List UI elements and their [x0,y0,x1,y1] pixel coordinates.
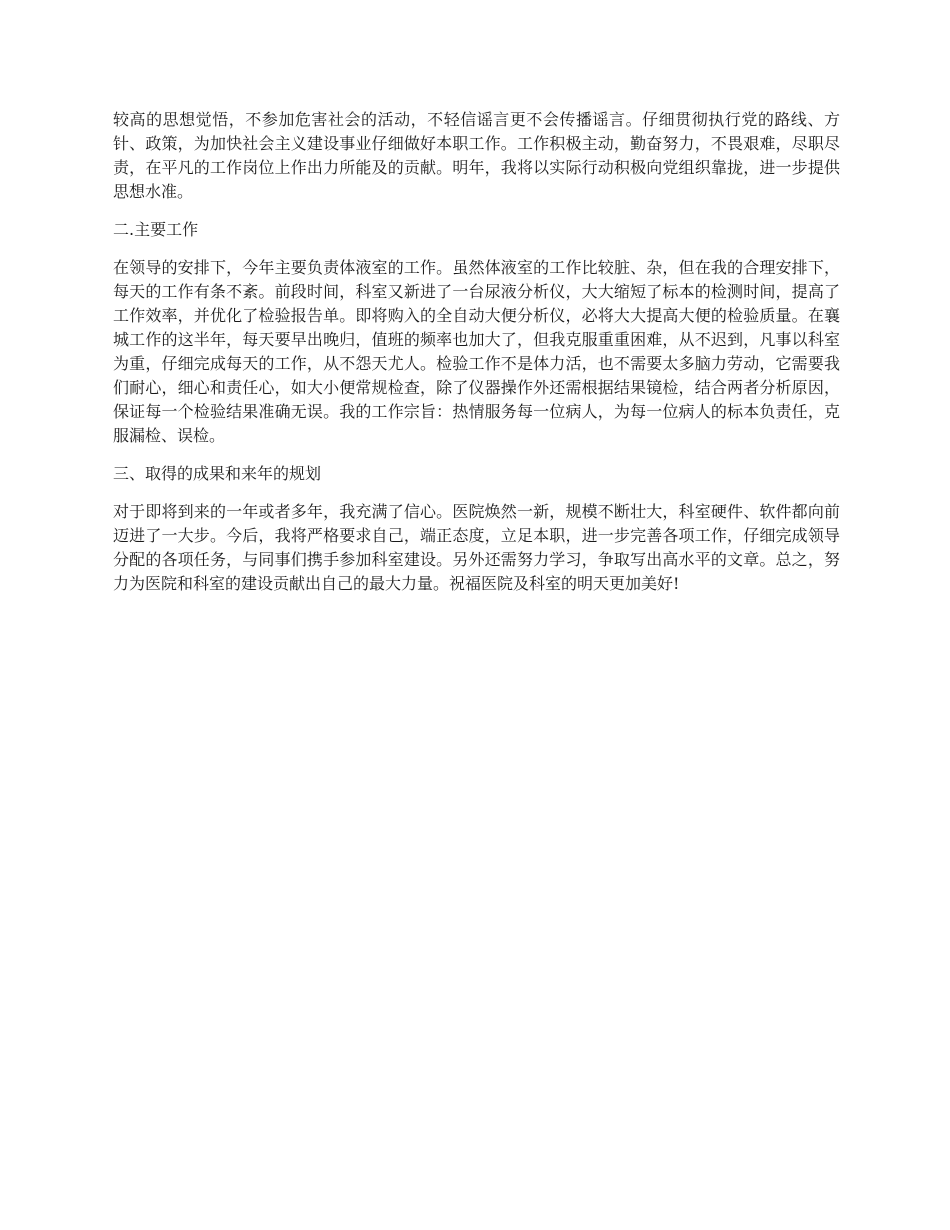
paragraph-results-plan: 对于即将到来的一年或者多年，我充满了信心。医院焕然一新，规模不断壮大，科室硬件、软件都向前迈进了一大步。今后，我将严格要求自己，端正态度，立足本职，进一步完善各项工作，仔细完成领导分配的各项任务，与同事们携手参加科室建设。另外还需努力学习，争取写出高水平的文章。总之，努力为医院和科室的建设贡献出自己的最大力量。祝福医院及科室的明天更加美好! [113,502,840,593]
section-heading-main-work: 二.主要工作 [113,220,199,239]
paragraph-main-work: 在领导的安排下，今年主要负责体液室的工作。虽然体液室的工作比较脏、杂，但在我的合理安排下，每天的工作有条不紊。前段时间，科室又新进了一台尿液分析仪，大大缩短了标本的检测时间，提高了工作效率，并优化了检验报告单。即将购入的全自动大便分析仪，必将大大提高大便的检验质量。在襄城工作的这半年，每天要早出晚归，值班的频率也加大了，但我克服重重困难，从不迟到，凡事以科室为重，仔细完成每天的工作，从不怨天尤人。检验工作不是体力活，也不需要太多脑力劳动，它需要我们耐心，细心和责任心，如大小便常规检查，除了仪器操作外还需根据结果镜检，结合两者分析原因，保证每一个检验结果准确无误。我的工作宗旨：热情服务每一位病人，为每一位病人的标本负责任，克服漏检、误检。 [113,258,840,445]
section-heading-results-plan: 三、取得的成果和来年的规划 [113,464,322,483]
paragraph-ideology: 较高的思想觉悟，不参加危害社会的活动，不轻信谣言更不会传播谣言。仔细贯彻执行党的路线、方针、政策，为加快社会主义建设事业仔细做好本职工作。工作积极主动，勤奋努力，不畏艰难，尽职尽责，在平凡的工作岗位上作出力所能及的贡献。明年，我将以实际行动积极向党组织靠拢，进一步提供思想水准。 [113,110,840,201]
document-page [113,108,840,610]
